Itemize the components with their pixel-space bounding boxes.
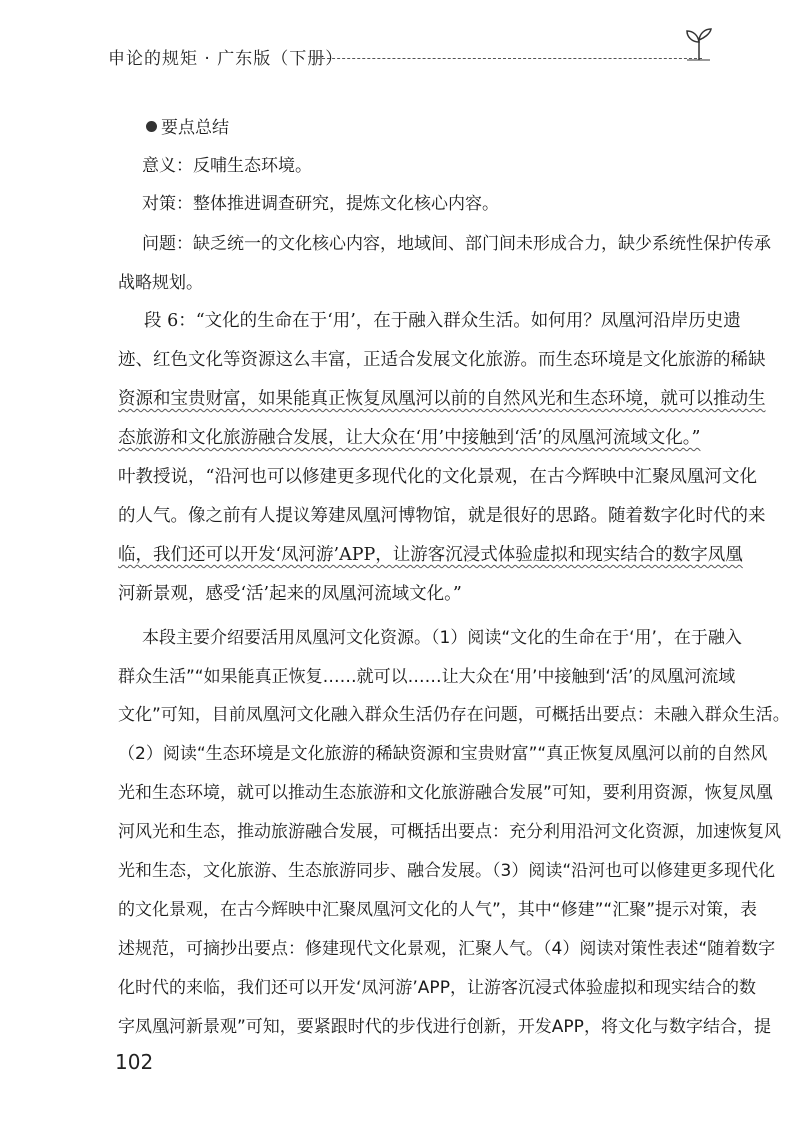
quote-line: 叶教授说，“沿河也可以修建更多现代化的文化景观，在古今辉映中汇聚凤凰河文化: [118, 467, 757, 487]
summary-line: 战略规划。: [118, 273, 203, 293]
header-rule: [312, 58, 702, 59]
analysis-line: 的文化景观，在古今辉映中汇聚凤凰河文化的人气”，其中“修建”“汇聚”提示对策，表: [118, 900, 758, 920]
quote-line: 态旅游和文化旅游融合发展，让大众在‘用’中接触到‘活’的凤凰河流域文化。”: [118, 428, 701, 448]
quote-line: 资源和宝贵财富，如果能真正恢复凤凰河以前的自然风光和生态环境，就可以推动生: [118, 389, 766, 409]
summary-line: 问题：缺乏统一的文化核心内容，地域间、部门间未形成合力，缺少系统性保护传承: [142, 234, 771, 254]
analysis-line: 光和生态，文化旅游、生态旅游同步、融合发展。（3）阅读“沿河也可以修建更多现代化: [118, 861, 776, 881]
sprout-icon: [682, 26, 716, 62]
page-number: 102: [115, 1050, 154, 1074]
quote-line: 迹、红色文化等资源这么丰富，正适合发展文化旅游。而生态环境是文化旅游的稀缺: [118, 350, 766, 370]
summary-heading: [146, 113, 229, 138]
analysis-line: 河风光和生态，推动旅游融合发展，可概括出要点：充分利用沿河文化资源，加速恢复风: [118, 822, 781, 842]
analysis-line: 化时代的来临，我们还可以开发‘凤河游’APP，让游客沉浸式体验虚拟和现实结合的数: [118, 978, 756, 998]
quote-line: 河新景观，感受‘活’起来的凤凰河流域文化。”: [118, 584, 462, 604]
analysis-line: 本段主要介绍要活用凤凰河文化资源。（1）阅读“文化的生命在于‘用’，在于融入: [142, 628, 742, 648]
analysis-line: 文化”可知，目前凤凰河文化融入群众生活仍存在问题，可概括出要点：未融入群众生活。: [118, 705, 790, 725]
analysis-line: 光和生态环境，就可以推动生态旅游和文化旅游融合发展”可知，要利用资源，恢复凤凰: [118, 783, 773, 803]
quote-line: 临，我们还可以开发‘凤河游’APP，让游客沉浸式体验虚拟和现实结合的数字凤凰: [118, 545, 743, 565]
quote-line: 的人气。像之前有人提议筹建凤凰河博物馆，就是很好的思路。随着数字化时代的来: [118, 506, 766, 526]
running-header: 申论的规矩 · 广东版（下册）: [108, 49, 344, 69]
analysis-line: 述规范，可摘抄出要点：修建现代文化景观，汇聚人气。（4）阅读对策性表述“随着数字: [118, 939, 776, 959]
bullet-icon: [146, 121, 157, 132]
summary-line: 对策：整体推进调查研究，提炼文化核心内容。: [142, 194, 499, 214]
quote-line: 段 6：“文化的生命在于‘用’，在于融入群众生活。如何用？凤凰河沿岸历史遗: [144, 311, 741, 331]
analysis-line: 字凤凰河新景观”可知，要紧跟时代的步伐进行创新，开发APP，将文化与数字结合，提: [118, 1017, 771, 1037]
summary-heading-text: 要点总结: [161, 118, 229, 138]
analysis-line: （2）阅读“生态环境是文化旅游的稀缺资源和宝贵财富”“真正恢复凤凰河以前的自然风: [118, 744, 768, 764]
summary-line: 意义：反哺生态环境。: [142, 156, 312, 176]
analysis-line: 群众生活”“如果能真正恢复……就可以……让大众在‘用’中接触到‘活’的凤凰河流域: [118, 667, 736, 687]
